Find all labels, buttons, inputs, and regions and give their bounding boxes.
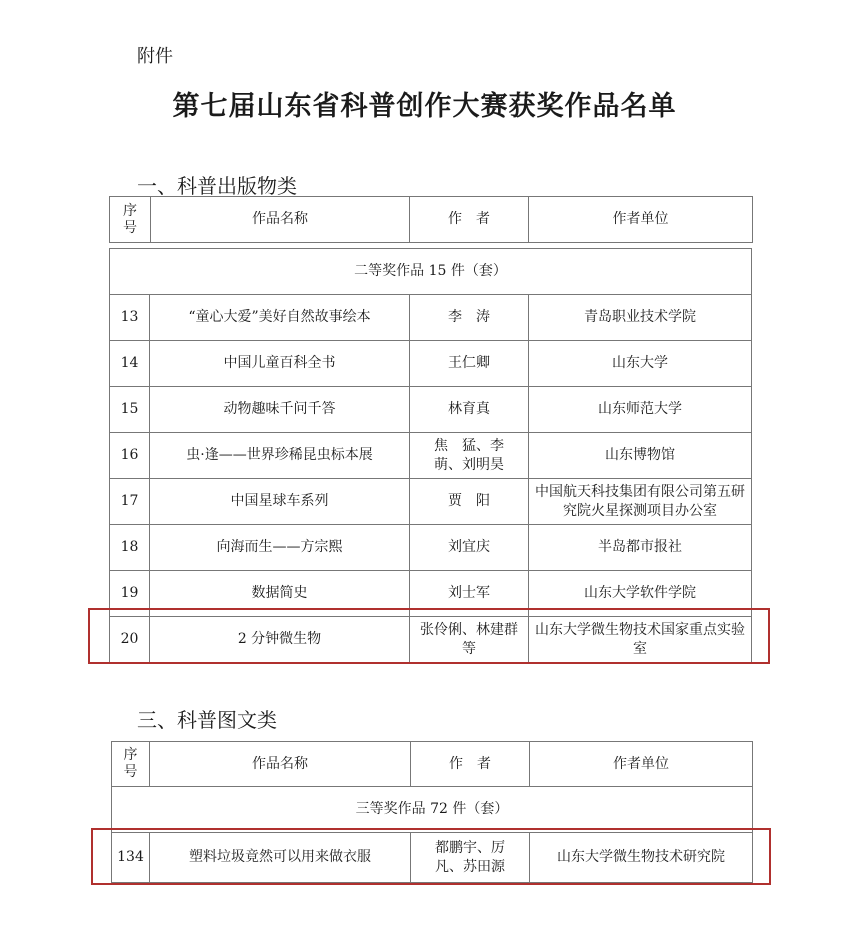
- category-second-prize: 二等奖作品 15 件（套）: [110, 249, 752, 295]
- attachment-label: 附件: [137, 46, 173, 67]
- table-row-highlighted: 134 塑料垃圾竟然可以用来做衣服 都鹏宇、厉 凡、苏田源 山东大学微生物技术研究院: [112, 833, 753, 883]
- header-author: 作 者: [410, 197, 529, 243]
- header-seq: 序 号: [112, 742, 150, 787]
- document-title: 第七届山东省科普创作大赛获奖作品名单: [172, 91, 677, 122]
- table-row: 14 中国儿童百科全书 王仁卿 山东大学: [110, 341, 752, 387]
- table-row: 15 动物趣味千问千答 林育真 山东师范大学: [110, 387, 752, 433]
- header-work-name: 作品名称: [150, 742, 411, 787]
- header-unit: 作者单位: [529, 197, 753, 243]
- header-unit: 作者单位: [530, 742, 753, 787]
- table-row: 19 数据简史 刘士军 山东大学软件学院: [110, 571, 752, 617]
- table-row: 16 虫·逢——世界珍稀昆虫标本展 焦 猛、李 萌、刘明昊 山东博物馆: [110, 433, 752, 479]
- section-heading-illustrated: 三、科普图文类: [137, 708, 277, 732]
- header-author: 作 者: [411, 742, 530, 787]
- table-row: 13 “童心大爱”美好自然故事绘本 李 涛 青岛职业技术学院: [110, 295, 752, 341]
- category-third-prize: 三等奖作品 72 件（套）: [112, 787, 753, 833]
- table-row: 18 向海而生——方宗熙 刘宜庆 半岛都市报社: [110, 525, 752, 571]
- header-work-name: 作品名称: [151, 197, 410, 243]
- table-illustrated: [111, 786, 753, 883]
- section-heading-publications: 一、科普出版物类: [137, 174, 297, 198]
- table-row: 17 中国星球车系列 贾 阳 中国航天科技集团有限公司第五研究院火星探测项目办公室: [110, 479, 752, 525]
- table-illustrated-header: [111, 741, 753, 787]
- table-publications: [109, 248, 752, 663]
- table-row-highlighted: 20 2 分钟微生物 张伶俐、林建群等 山东大学微生物技术国家重点实验室: [110, 617, 752, 663]
- table-publications-header: [109, 196, 753, 243]
- header-seq: 序 号: [110, 197, 151, 243]
